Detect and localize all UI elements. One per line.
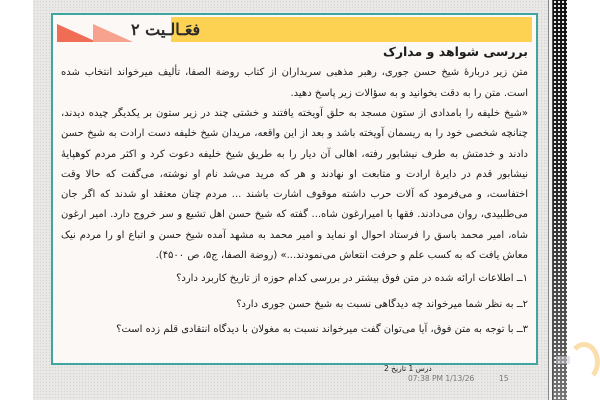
- intro-paragraph: متن زیر دربارهٔ شیخ حسن جوری، رهبر مذهبی سربداران از کتاب روضة الصفا، تألیف میرخواند انتخاب شده است. متن را به دقت بخوانید و به سؤالات زیر پاسخ دهید.: [61, 67, 528, 99]
- question-1: ۱ــ اطلاعات ارائه شده در متن فوق بیشتر در بررسی کدام حوزه از تاریخ کاربرد دارد؟: [176, 273, 528, 285]
- activity-title: فعَـالـیت ۲: [131, 20, 201, 39]
- activity-box: [51, 13, 538, 365]
- title-bar: [171, 17, 532, 42]
- footer-datetime: 07:38 PM 1/13/26: [408, 374, 475, 383]
- quote-paragraph: «شیخ خلیفه را بامدادی از ستون مسجد به حلق آویخته یافتند و خشتی چند در زیر ستون بر یکدیگر چیده دیدند، چنانچه شخصی خود را به ریسمان آویخته باشد و بعد از این واقعه، مریدان شیخ خلیفه دست ارادت به شیخ حسن دادند و خدمتش به طرف نیشابور رفته، اهالی آن دیار را به طریق شیخ خلیفه دعوت کرد و اکثر مردم کوهپایهٔ نیشابور قدم در دایرهٔ ارادت و متابعت او نهادند و هر که مرید می‌شد نام او نوشته، می‌گفت که حالا وقت اختفاست، و می‌فرمود که آلات حرب داشته موقوف اشارت باشند ... مردم چنان معتقد او شدند که اگر جان می‌طلبیدی، روان می‌دادند. فقها با امیرارغون شاه... گفته که شیخ حسن اهل تشیع و سر خروج دارد. امیر ارغون شاه، امیر محمد باسق را فرستاد احوال او نماید و امیر محمد به مشهد آمده شیخ حسن و اتباع او را مردم نیک معاش یافت که به کسب علم و حرفت انتعاش می‌نمودند...» (روضة الصفا، ج۵، ص ۴۵۰۰).: [61, 108, 528, 262]
- section-subtitle: بررسی شواهد و مدارک: [383, 44, 528, 59]
- watermark-arc: [568, 342, 600, 382]
- question-2: ۲ــ به نظر شما میرخواند چه دیدگاهی نسبت به شیخ حسن جوری دارد؟: [236, 298, 528, 310]
- triangle-decoration-dark: [57, 24, 97, 42]
- triangle-decoration-light: [93, 24, 133, 42]
- question-3: ۳ــ با توجه به متن فوق، آیا می‌توان گفت میرخواند نسبت به مغولان با دیدگاه انتقادی قلم زده است؟: [116, 324, 528, 336]
- activity-content: [61, 42, 528, 343]
- binding-strip: [553, 0, 567, 400]
- footer-page-number: 15: [499, 374, 509, 383]
- footer-title: درس 1 تاریخ 2: [384, 364, 432, 373]
